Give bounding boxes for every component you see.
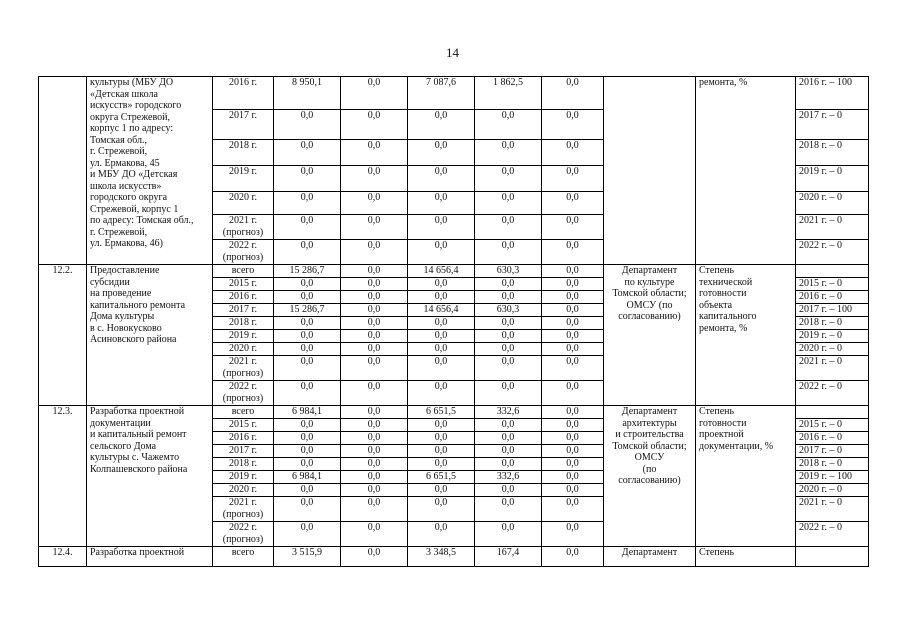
funding-value-cell: 0,0 [274,291,341,304]
cell-text-line: ОМСУ (по [626,299,673,311]
indicator-target-cell: 2020 г. – 0 [796,484,869,497]
funding-value-cell: 0,0 [408,522,475,547]
funding-value-cell: 0,0 [341,304,408,317]
funding-value-cell: 0,0 [274,497,341,522]
indicator-target-cell: 2018 г. – 0 [796,317,869,330]
year-label: 2021 г. [229,356,257,367]
funding-value-cell: 6 984,1 [274,471,341,484]
year-label: 2018 г. [229,140,257,151]
year-cell [213,278,274,291]
funding-value-cell: 0,0 [341,497,408,522]
year-cell [213,343,274,356]
cell-text-line: объекта [699,299,733,311]
cell-text-line: культуры с. Чажемто [90,452,180,463]
funding-value-cell: 6 984,1 [274,406,341,419]
cell-text-line: Асиновского района [90,334,177,345]
funding-value-cell: 0,0 [341,445,408,458]
funding-value-cell: 0,0 [542,458,604,471]
table-row [39,547,869,567]
responsible-executor-cell [604,77,696,265]
year-cell [213,140,274,166]
funding-value-cell: 0,0 [408,110,475,140]
cell-text-line: Предоставление [90,265,160,276]
indicator-target-cell [796,547,869,567]
indicator-target-cell: 2018 г. – 0 [796,458,869,471]
funding-value-cell: 0,0 [341,458,408,471]
measure-name-cell [87,406,213,547]
funding-value-cell: 0,0 [274,343,341,356]
year-cell [213,547,274,567]
funding-value-cell: 0,0 [341,166,408,192]
indicator-target-cell: 2021 г. – 0 [796,497,869,522]
indicator-target-cell: 2019 г. – 0 [796,330,869,343]
funding-value-cell: 3 515,9 [274,547,341,567]
funding-value-cell: 0,0 [475,484,542,497]
funding-value-cell: 0,0 [408,419,475,432]
year-cell [213,458,274,471]
funding-value-cell: 0,0 [341,192,408,215]
funding-value-cell: 332,6 [475,471,542,484]
cell-text-line: ул. Ермакова, 46) [90,238,163,249]
indicator-target-cell: 2015 г. – 0 [796,419,869,432]
measure-name-cell [87,77,213,265]
cell-text-line: «Детская школа [90,88,158,100]
funding-value-cell: 0,0 [542,192,604,215]
cell-text-line: на проведение [90,288,152,299]
cell-text-line: корпус 1 по адресу: [90,123,174,134]
year-label: 2016 г. [229,291,257,302]
year-label: 2016 г. [229,77,257,88]
year-label: 2015 г. [229,419,257,430]
funding-value-cell: 0,0 [274,522,341,547]
indicator-target-cell: 2022 г. – 0 [796,522,869,547]
year-note: (прогноз) [222,508,264,520]
funding-value-cell: 0,0 [542,547,604,567]
cell-text-line: Департамент [621,406,678,417]
year-cell [213,432,274,445]
funding-value-cell: 0,0 [408,445,475,458]
funding-value-cell: 0,0 [274,317,341,330]
funding-value-cell: 0,0 [341,77,408,110]
funding-value-cell: 0,0 [542,110,604,140]
year-note: (прогноз) [222,367,264,379]
funding-value-cell: 0,0 [408,330,475,343]
cell-text-line: архитектуры [622,417,677,429]
cell-text-line: Департамент [621,547,678,558]
funding-value-cell: 0,0 [475,343,542,356]
funding-value-cell: 0,0 [408,497,475,522]
cell-text-line: по адресу: Томская обл., [90,215,194,226]
cell-text-line: Разработка проектной [90,547,185,558]
funding-value-cell: 0,0 [475,278,542,291]
cell-text-line: округа Стрежевой, [90,111,170,123]
indicator-target-cell [796,406,869,419]
cell-text-line: и строительства [615,429,684,440]
funding-value-cell: 0,0 [542,522,604,547]
funding-value-cell: 0,0 [475,445,542,458]
cell-text-line: Департамент [621,265,678,276]
cell-text-line: школа искусств» [90,180,162,192]
cell-text-line: ремонта, % [699,322,748,334]
table-row [39,265,869,278]
funding-value-cell: 0,0 [274,432,341,445]
cell-text-line: Томской области; [612,440,687,452]
funding-value-cell: 0,0 [408,356,475,381]
funding-value-cell: 8 950,1 [274,77,341,110]
indicator-target-cell: 2019 г. – 100 [796,471,869,484]
funding-value-cell: 0,0 [274,110,341,140]
funding-value-cell: 6 651,5 [408,471,475,484]
funding-value-cell: 15 286,7 [274,265,341,278]
cell-text-line: искусств» городского [90,100,182,111]
funding-value-cell: 0,0 [542,381,604,406]
table-row [39,406,869,419]
year-label: 2017 г. [229,304,257,315]
cell-text-line: ОМСУ [634,452,665,463]
funding-value-cell: 15 286,7 [274,304,341,317]
year-cell [213,356,274,381]
funding-value-cell: 0,0 [274,140,341,166]
year-label: 2018 г. [229,317,257,328]
year-cell [213,291,274,304]
year-cell [213,166,274,192]
funding-value-cell: 0,0 [341,140,408,166]
funding-value-cell: 0,0 [274,215,341,240]
measure-number-cell: 12.2. [39,265,87,406]
cell-text-line: капитального [699,311,757,322]
indicator-target-cell: 2020 г. – 0 [796,192,869,215]
funding-value-cell: 0,0 [475,215,542,240]
measure-number-cell: 12.4. [39,547,87,567]
cell-text-line: субсидии [90,276,130,288]
cell-text-line: городского округа [90,192,168,203]
year-label: всего [231,265,255,276]
year-cell [213,497,274,522]
funding-value-cell: 0,0 [274,240,341,265]
funding-value-cell: 0,0 [408,215,475,240]
indicator-target-cell: 2022 г. – 0 [796,240,869,265]
indicator-target-cell: 2019 г. – 0 [796,166,869,192]
indicator-target-cell: 2016 г. – 0 [796,432,869,445]
funding-value-cell: 630,3 [475,265,542,278]
cell-text-line: и МБУ ДО «Детская [90,169,178,180]
year-cell [213,445,274,458]
indicator-target-cell: 2016 г. – 0 [796,291,869,304]
funding-value-cell: 0,0 [408,317,475,330]
funding-value-cell: 0,0 [341,215,408,240]
funding-value-cell: 0,0 [341,278,408,291]
year-note: (прогноз) [222,251,264,263]
funding-value-cell: 0,0 [274,356,341,381]
cell-text-line: г. Стрежевой, [90,146,148,157]
funding-value-cell: 0,0 [341,240,408,265]
funding-value-cell: 0,0 [542,215,604,240]
year-cell [213,330,274,343]
funding-value-cell: 0,0 [475,497,542,522]
responsible-executor-cell [604,406,696,547]
cell-text-line: ул. Ермакова, 45 [90,157,160,169]
funding-value-cell: 0,0 [475,458,542,471]
year-cell [213,471,274,484]
funding-value-cell: 0,0 [475,522,542,547]
funding-value-cell: 0,0 [542,166,604,192]
funding-value-cell: 0,0 [341,471,408,484]
cell-text-line: ремонта, % [699,77,748,88]
year-label: 2015 г. [229,278,257,289]
year-label: 2018 г. [229,458,257,469]
indicator-target-cell: 2021 г. – 0 [796,215,869,240]
cell-text-line: г. Стрежевой, [90,226,148,238]
funding-value-cell: 7 087,6 [408,77,475,110]
funding-value-cell: 0,0 [542,330,604,343]
cell-text-line: Степень [699,406,735,417]
year-cell [213,240,274,265]
funding-value-cell: 167,4 [475,547,542,567]
measure-name-cell [87,265,213,406]
funding-value-cell: 0,0 [475,330,542,343]
funding-value-cell: 0,0 [341,419,408,432]
year-label: 2022 г. [229,381,257,392]
funding-value-cell: 0,0 [542,278,604,291]
funding-value-cell: 0,0 [274,192,341,215]
measure-number-cell [39,77,87,265]
cell-text-line: в с. Новокусково [90,322,162,334]
funding-value-cell: 14 656,4 [408,304,475,317]
year-cell [213,484,274,497]
indicator-name-cell [696,406,796,547]
year-label: 2017 г. [229,110,257,121]
year-label: 2019 г. [229,471,257,482]
cell-text-line: Колпашевского района [90,463,188,475]
funding-value-cell: 0,0 [475,110,542,140]
funding-value-cell: 0,0 [542,317,604,330]
cell-text-line: Степень [699,547,735,558]
funding-value-cell: 0,0 [475,356,542,381]
funding-value-cell: 0,0 [475,291,542,304]
year-cell [213,522,274,547]
funding-value-cell: 0,0 [274,458,341,471]
funding-value-cell: 0,0 [341,356,408,381]
year-note: (прогноз) [222,533,264,545]
cell-text-line: готовности [699,417,747,429]
page-number: 14 [446,45,459,60]
funding-value-cell: 0,0 [408,166,475,192]
funding-value-cell: 0,0 [341,265,408,278]
cell-text-line: документации [90,417,151,429]
funding-value-cell: 0,0 [341,381,408,406]
funding-value-cell: 0,0 [274,381,341,406]
cell-text-line: культуры (МБУ ДО [90,77,174,88]
year-label: 2019 г. [229,166,257,177]
cell-text-line: Дома культуры [90,311,155,322]
indicator-name-cell [696,547,796,567]
year-cell [213,215,274,240]
funding-value-cell: 0,0 [475,317,542,330]
indicator-target-cell: 2018 г. – 0 [796,140,869,166]
year-note: (прогноз) [222,392,264,404]
funding-value-cell: 0,0 [341,522,408,547]
funding-value-cell: 0,0 [408,240,475,265]
funding-value-cell: 0,0 [542,432,604,445]
year-label: 2021 г. [229,497,257,508]
indicator-target-cell: 2016 г. – 100 [796,77,869,110]
funding-value-cell: 0,0 [542,343,604,356]
funding-value-cell: 0,0 [341,547,408,567]
funding-value-cell: 0,0 [341,317,408,330]
funding-value-cell: 14 656,4 [408,265,475,278]
funding-value-cell: 0,0 [542,291,604,304]
funding-value-cell: 0,0 [408,343,475,356]
funding-value-cell: 0,0 [274,166,341,192]
cell-text-line: согласованию) [618,475,681,486]
funding-value-cell: 0,0 [475,419,542,432]
year-label: 2022 г. [229,522,257,533]
funding-value-cell: 0,0 [341,330,408,343]
responsible-executor-cell [604,547,696,567]
indicator-target-cell: 2017 г. – 0 [796,110,869,140]
indicator-target-cell [796,265,869,278]
responsible-executor-cell [604,265,696,406]
funding-value-cell: 0,0 [475,192,542,215]
indicator-target-cell: 2021 г. – 0 [796,356,869,381]
funding-value-cell: 0,0 [475,140,542,166]
funding-value-cell: 0,0 [408,458,475,471]
funding-value-cell: 0,0 [542,445,604,458]
cell-text-line: и капитальный ремонт [90,429,187,440]
indicator-name-cell [696,265,796,406]
cell-text-line: проектной [699,429,744,440]
funding-value-cell: 0,0 [341,432,408,445]
year-cell [213,381,274,406]
indicator-target-cell: 2015 г. – 0 [796,278,869,291]
cell-text-line: сельского Дома [90,440,157,452]
year-label: 2022 г. [229,240,257,251]
year-cell [213,110,274,140]
year-cell [213,192,274,215]
cell-text-line: готовности [699,288,747,299]
funding-value-cell: 0,0 [542,471,604,484]
funding-value-cell: 0,0 [542,484,604,497]
year-label: 2017 г. [229,445,257,456]
year-cell [213,77,274,110]
year-cell [213,304,274,317]
measure-number-cell: 12.3. [39,406,87,547]
funding-value-cell: 0,0 [274,278,341,291]
indicator-target-cell: 2017 г. – 100 [796,304,869,317]
program-measures-table [38,76,869,567]
funding-value-cell: 0,0 [408,484,475,497]
funding-value-cell: 332,6 [475,406,542,419]
funding-value-cell: 0,0 [408,291,475,304]
funding-value-cell: 1 862,5 [475,77,542,110]
indicator-target-cell: 2017 г. – 0 [796,445,869,458]
funding-value-cell: 0,0 [341,110,408,140]
year-label: 2021 г. [229,215,257,226]
funding-value-cell: 0,0 [475,381,542,406]
year-label: 2016 г. [229,432,257,443]
funding-value-cell: 0,0 [542,265,604,278]
cell-text-line: согласованию) [618,311,681,322]
year-label: всего [231,406,255,417]
cell-text-line: Разработка проектной [90,406,185,417]
funding-value-cell: 0,0 [542,497,604,522]
cell-text-line: Степень [699,265,735,276]
funding-value-cell: 0,0 [408,192,475,215]
funding-value-cell: 0,0 [542,304,604,317]
funding-value-cell: 6 651,5 [408,406,475,419]
funding-value-cell: 0,0 [542,77,604,110]
indicator-target-cell: 2022 г. – 0 [796,381,869,406]
year-label: 2020 г. [229,484,257,495]
cell-text-line: Томской области; [612,288,687,299]
cell-text-line: Томская обл., [90,134,148,146]
funding-value-cell: 0,0 [274,419,341,432]
funding-value-cell: 0,0 [542,406,604,419]
funding-value-cell: 0,0 [408,432,475,445]
funding-value-cell: 630,3 [475,304,542,317]
cell-text-line: по культуре [624,276,675,288]
funding-value-cell: 0,0 [408,140,475,166]
funding-value-cell: 0,0 [475,432,542,445]
year-cell [213,317,274,330]
indicator-target-cell: 2020 г. – 0 [796,343,869,356]
year-cell [213,406,274,419]
cell-text-line: документации, % [699,440,774,452]
funding-value-cell: 0,0 [542,356,604,381]
measure-name-cell [87,547,213,567]
cell-text-line: технической [699,276,753,288]
funding-value-cell: 0,0 [542,140,604,166]
cell-text-line: капитального ремонта [90,299,186,311]
indicator-name-cell [696,77,796,265]
funding-value-cell: 0,0 [341,484,408,497]
funding-value-cell: 0,0 [274,445,341,458]
year-cell [213,419,274,432]
funding-value-cell: 0,0 [341,343,408,356]
cell-text-line: (по [642,463,657,475]
funding-value-cell: 0,0 [408,381,475,406]
year-label: 2019 г. [229,330,257,341]
year-cell [213,265,274,278]
year-label: 2020 г. [229,343,257,354]
table-row [39,77,869,110]
funding-value-cell: 0,0 [341,406,408,419]
funding-value-cell: 3 348,5 [408,547,475,567]
cell-text-line: Стрежевой, корпус 1 [90,203,179,215]
funding-value-cell: 0,0 [408,278,475,291]
funding-value-cell: 0,0 [274,330,341,343]
year-note: (прогноз) [222,226,264,238]
funding-value-cell: 0,0 [475,240,542,265]
funding-value-cell: 0,0 [542,240,604,265]
year-label: всего [231,547,255,558]
funding-value-cell: 0,0 [542,419,604,432]
year-label: 2020 г. [229,192,257,203]
funding-value-cell: 0,0 [341,291,408,304]
funding-value-cell: 0,0 [274,484,341,497]
funding-value-cell: 0,0 [475,166,542,192]
